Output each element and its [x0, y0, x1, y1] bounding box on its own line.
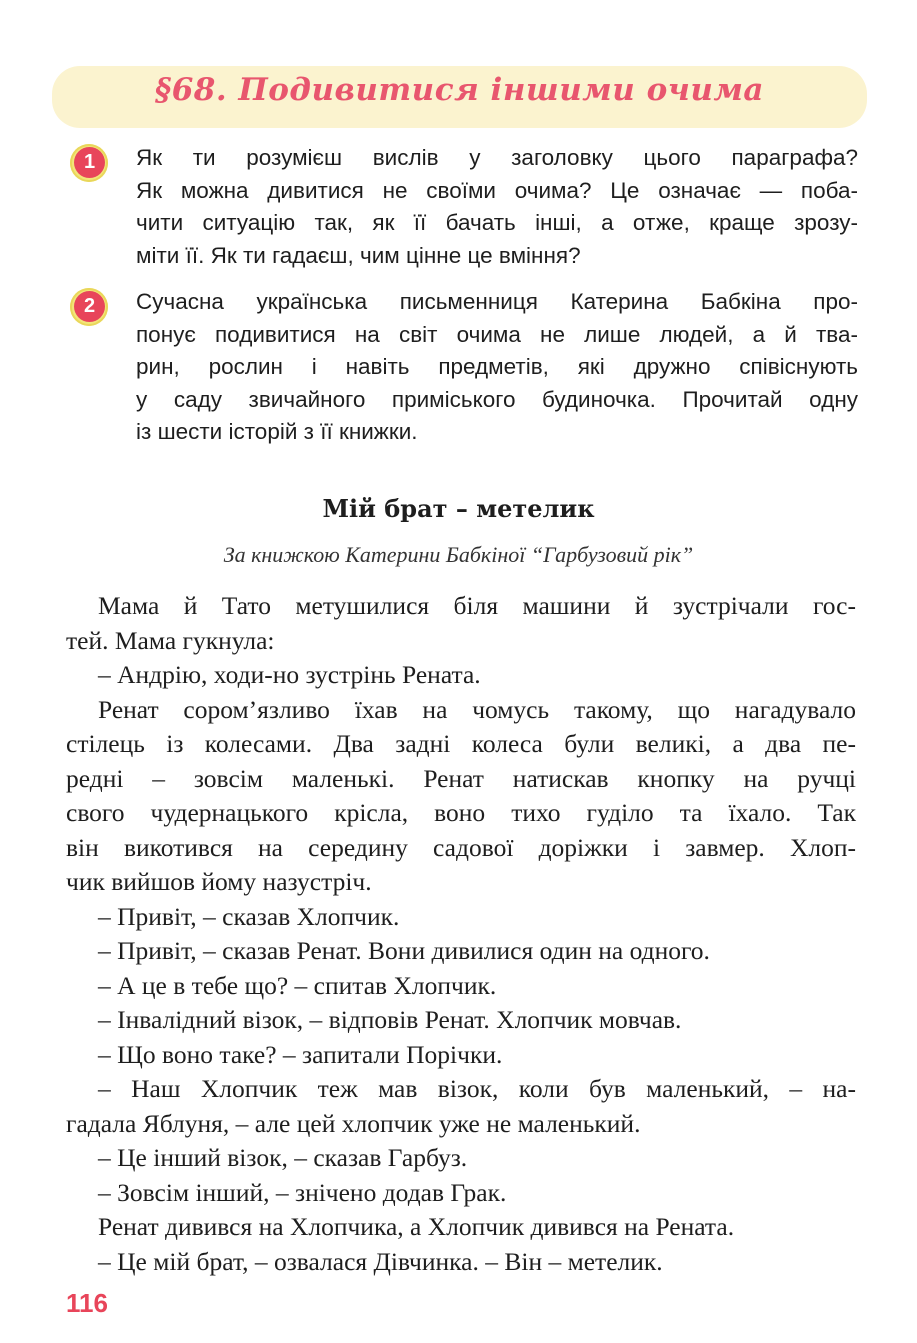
- story-line: – Інвалідний візок, – відповів Ренат. Хлопчик мовчав.: [98, 1005, 682, 1034]
- task-text: [136, 142, 858, 272]
- story-line: – Зовсім інший, – знічено додав Грак.: [98, 1177, 507, 1207]
- story-line: – Привіт, – сказав Ренат. Вони дивилися один на одного.: [98, 936, 710, 965]
- text-line: Як можна дивитися не своїми очима? Це означає — поба-: [136, 177, 858, 203]
- page-number: 116: [66, 1288, 108, 1318]
- story-line: Ренат дивився на Хлопчика, а Хлопчик дивився на Рената.: [98, 1212, 735, 1241]
- story-line: Мама й Тато метушилися біля машини й зустрічали гос-: [98, 591, 856, 620]
- story-line: свого чудернацького крісла, воно тихо гуділо та їхало. Так: [66, 798, 856, 827]
- text-line: Сучасна українська письменниця Катерина Бабкіна про-: [136, 289, 858, 314]
- page-title: §68. Подивитися іншими очима: [154, 72, 765, 108]
- story-line: – Наш Хлопчик теж мав візок, коли був маленький, – на-: [98, 1074, 856, 1103]
- story-title: Мій брат – метелик: [322, 494, 595, 523]
- story-line: – Що воно таке? – запитали Порічки.: [98, 1039, 503, 1069]
- story-line: – Це мій брат, – озвалася Дівчинка. – Він – метелик.: [98, 1246, 663, 1276]
- story-line: тей. Мама гукнула:: [66, 625, 275, 655]
- task-number: 2: [74, 291, 105, 322]
- task-text: [136, 286, 858, 449]
- task-number-badge: [70, 144, 108, 182]
- story-line: він викотився на середину садової доріжки і завмер. Хлоп-: [66, 832, 856, 862]
- story-line: Ренат сором’язливо їхав на чомусь такому, що нагадувало: [98, 694, 856, 724]
- story-subtitle: За книжкою Катерини Бабкіної “Гарбузовий рік”: [223, 542, 694, 567]
- task-number-badge: [70, 288, 108, 326]
- text-line: із шести історій з її книжки.: [136, 419, 418, 444]
- story-line: чик вийшов йому назустріч.: [66, 867, 372, 896]
- story-line: редні – зовсім маленькі. Ренат натискав кнопку на ручці: [66, 763, 856, 793]
- story-line: – А це в тебе що? – спитав Хлопчик.: [98, 970, 497, 1000]
- story-line: – Це інший візок, – сказав Гарбуз.: [98, 1143, 468, 1172]
- story-line: гадала Яблуня, – але цей хлопчик уже не маленький.: [66, 1108, 641, 1138]
- story-body: [66, 589, 856, 1279]
- text-line: рин, рослин і навіть предметів, які дружно співіснують: [136, 354, 858, 379]
- story-line: – Привіт, – сказав Хлопчик.: [98, 901, 400, 931]
- story-line: стілець із колесами. Два задні колеса були великі, а два пе-: [66, 729, 856, 758]
- text-line: у саду звичайного приміського будиночка. Прочитай одну: [136, 386, 858, 412]
- task-number: 1: [74, 147, 105, 178]
- text-line: чити ситуацію так, як її бачать інші, а отже, краще зрозу-: [136, 210, 858, 235]
- text-line: Як ти розумієш вислів у заголовку цього параграфа?: [136, 145, 858, 170]
- story-line: – Андрію, ходи-но зустрінь Рената.: [98, 660, 481, 689]
- text-line: понує подивитися на світ очима не лише людей, а й тва-: [136, 321, 858, 347]
- text-line: міти її. Як ти гадаєш, чим цінне це вміння?: [136, 242, 581, 268]
